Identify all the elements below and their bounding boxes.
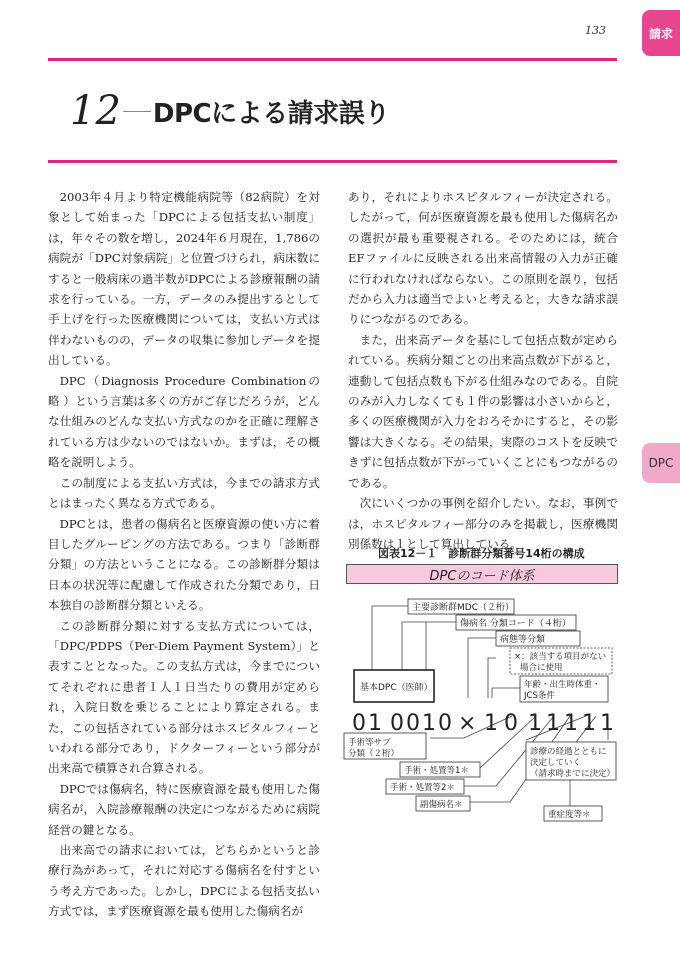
title-rule [48, 160, 617, 163]
code-digit: 1 [582, 711, 596, 736]
code-digit: × [458, 711, 477, 736]
label-jusho: 重症度等＊ [548, 810, 591, 820]
code-digit: 1 [528, 711, 542, 736]
code-digit: 1 [368, 711, 382, 736]
paragraph: あり，それによりホスピタルフィーが決定される。したがって，何が医療資源を最も使用した傷病名かの選択が最も重要視される。そのためには，統合EFファイルに反映される出来高情報の入力が正確に行われなければならない。この原則を誤り，包括だから入力は適当でよいと考えると，大きな請求誤りにつながるのである。 [348, 190, 618, 327]
code-digit: 0 [352, 711, 366, 736]
left-column [48, 187, 320, 922]
paragraph: DPCとは，患者の傷病名と医療資源の使い方に着目したグルーピングの方法である。つまり「診断群分類」の方法ということになる。この診断群分類は日本の状況等に配慮して作成された分類であり，日本独自の診断群分類といえる。 [48, 516, 320, 613]
chapter-title [70, 88, 390, 134]
code-digit: 0 [438, 711, 452, 736]
label-keika-2: 決定していく [530, 758, 582, 768]
paragraph: DPC（Diagnosis Procedure Combinationの 略 ）という言葉は多くの方がご存じだろうが，どんな仕組みのどんな支払い方式なのかを正確に理解されている方は少ないのではないか。まずは，その概略を説明しよう。 [48, 373, 320, 470]
code-digit: 0 [406, 711, 420, 736]
chapter-number: 12 [70, 88, 121, 134]
section-tab-dpc: DPC [642, 443, 680, 483]
chapter-heading: DPCによる請求誤り [152, 98, 390, 129]
label-mdc: 主要診断群MDC（２桁） [412, 603, 514, 613]
paragraph: また，出来高データを基にして包括点数が定められている。疾病分類ごとの出来高点数が下がると，連動して包括点数も下がる仕組みなのである。自院のみが入力しなくても１件の影響は小さいからと，多くの医療機関が入力をおろそかにすると，その影響は大きくなる。その結果，実際のコストを反映できずに包括点数が下がっていくことにもつながるのである。 [348, 332, 618, 490]
code-digit: 1 [422, 711, 436, 736]
dpc-code-diagram [340, 590, 620, 830]
code-digit: 1 [564, 711, 578, 736]
paragraph: 出来高での請求においては，どちらかというと診療行為があって，それに対応する傷病名を付すという考え方であった。しかし，DPCによる包括支払い方式では，まず医療資源を最も使用した傷病名が [48, 843, 320, 919]
paragraph: 2003年４月より特定機能病院等（82病院）を対象として始まった「DPCによる包括支払い制度」は，年々その数を増し，2024年６月現在，1,786の病院が「DPC対象病院」と位置づけられ，病床数にすると一般病床の過半数がDPCによる診療報酬の請求を行っている。一方，データのみ提出するとして手上げを行った医療機関については，支払い方式は伴わないものの，データの収集に参加しデータを提出している。 [48, 190, 320, 368]
section-tab-seikyu: 請求 [642, 10, 680, 56]
label-nenrei-2: JCS条件 [524, 691, 555, 701]
dpc-code-digits [352, 711, 614, 736]
label-fukushobyo: 副傷病名＊ [420, 800, 463, 810]
code-digit: 0 [390, 711, 404, 736]
figure-banner: DPCのコード体系 [346, 564, 618, 584]
page-number: 133 [585, 24, 606, 37]
label-nenrei-1: 年齢・出生時体重・ [524, 680, 601, 690]
paragraph: この制度による支払い方式は，今までの請求方式とはまったく異なる方式である。 [48, 475, 320, 511]
label-x-note-1: ×：該当する項目がない [514, 652, 607, 662]
code-digit: 1 [546, 711, 560, 736]
paragraph: 次にいくつかの事例を紹介したい。なお，事例では，ホスピタルフィー部分のみを掲載し，医療機関別係数は１として算出している。 [348, 496, 618, 551]
paragraph: この診断群分類に対する支払方式については，「DPC/PDPS（Per-Diem Payment System）」と表すこととなった。この支払方式は，今までについてそれぞれに患者１人１日当たりの費用が定められ，入院日数を乗じることにより算定される。また，この包括されている部分はホスピタルフィーといわれる部分であり，ドクターフィーという部分が出来高で積算され合算される。 [48, 618, 320, 776]
label-shochi-1: 手術・処置等1＊ [404, 766, 469, 776]
label-keika-1: 診療の経過とともに [530, 747, 607, 757]
label-shochi-2: 手術・処置等2＊ [390, 783, 455, 793]
label-kihon-dpc: 基本DPC（医師） [360, 683, 433, 693]
paragraph: DPCでは傷病名，特に医療資源を最も使用した傷病名が，入院診療報酬の決定につながるために病院経営の鍵となる。 [48, 781, 320, 837]
top-rule [48, 58, 617, 61]
code-digit: 1 [484, 711, 498, 736]
label-keika-3: （請求時までに決定） [530, 769, 616, 779]
figure-caption: 図表12－１ 診断群分類番号14桁の構成 [378, 547, 585, 560]
code-digit: 0 [504, 711, 518, 736]
label-x-note-2: 場合に使用 [520, 663, 563, 673]
label-byotai: 病態等分類 [500, 635, 546, 645]
title-dash [123, 111, 151, 112]
right-column [348, 187, 618, 554]
code-digit: 1 [600, 711, 614, 736]
label-shujutsu-sub-1: 手術等サブ [348, 738, 391, 748]
label-shujutsu-sub-2: 分類（２桁） [348, 749, 400, 759]
label-bunrui: 傷病名 分類コード（４桁） [460, 619, 571, 629]
